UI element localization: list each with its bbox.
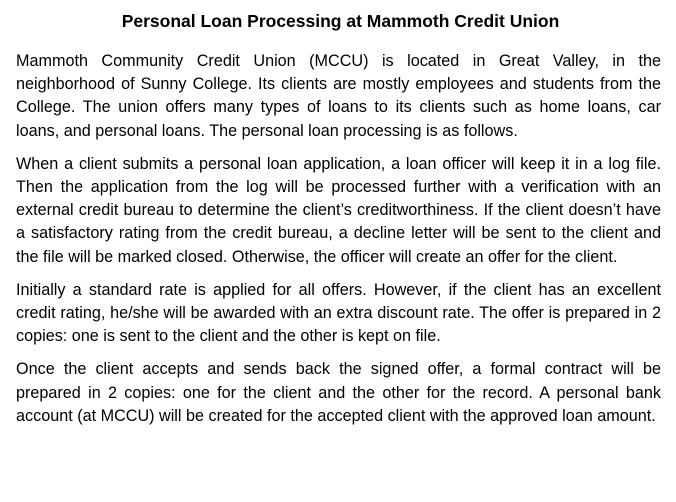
document-title: Personal Loan Processing at Mammoth Credit Union (121, 11, 560, 31)
paragraph-application: When a client submits a personal loan application, a loan officer will keep it in a log file. Then the application from the log will be processed further with a verification with an external credit bureau to determine the client’s creditworthiness. If the client doesn’t have a satisfactory rating from the credit bureau, a decline letter will be sent to the client and the file will be marked closed. Otherwise, the officer will create an offer for the client. (16, 154, 661, 266)
paragraph-rates: Initially a standard rate is applied for all offers. However, if the client has an excellent credit rating, he/she will be awarded with an extra discount rate. The offer is prepared in 2 copies: one is sent to the client and the other is kept on file. (16, 280, 661, 346)
paragraph-contract: Once the client accepts and sends back the signed offer, a formal contract will be prepared in 2 copies: one for the client and the other for the record. A personal bank account (at MCCU) will be created for the accepted client with the approved loan amount. (16, 360, 661, 425)
paragraph-intro: Mammoth Community Credit Union (MCCU) is located in Great Valley, in the neighborhood of Sunny College. Its clients are mostly employees and students from the College. The union offers many types of loans to its clients such as home loans, car loans, and personal loans. The personal loan processing is as follows. (16, 52, 661, 140)
